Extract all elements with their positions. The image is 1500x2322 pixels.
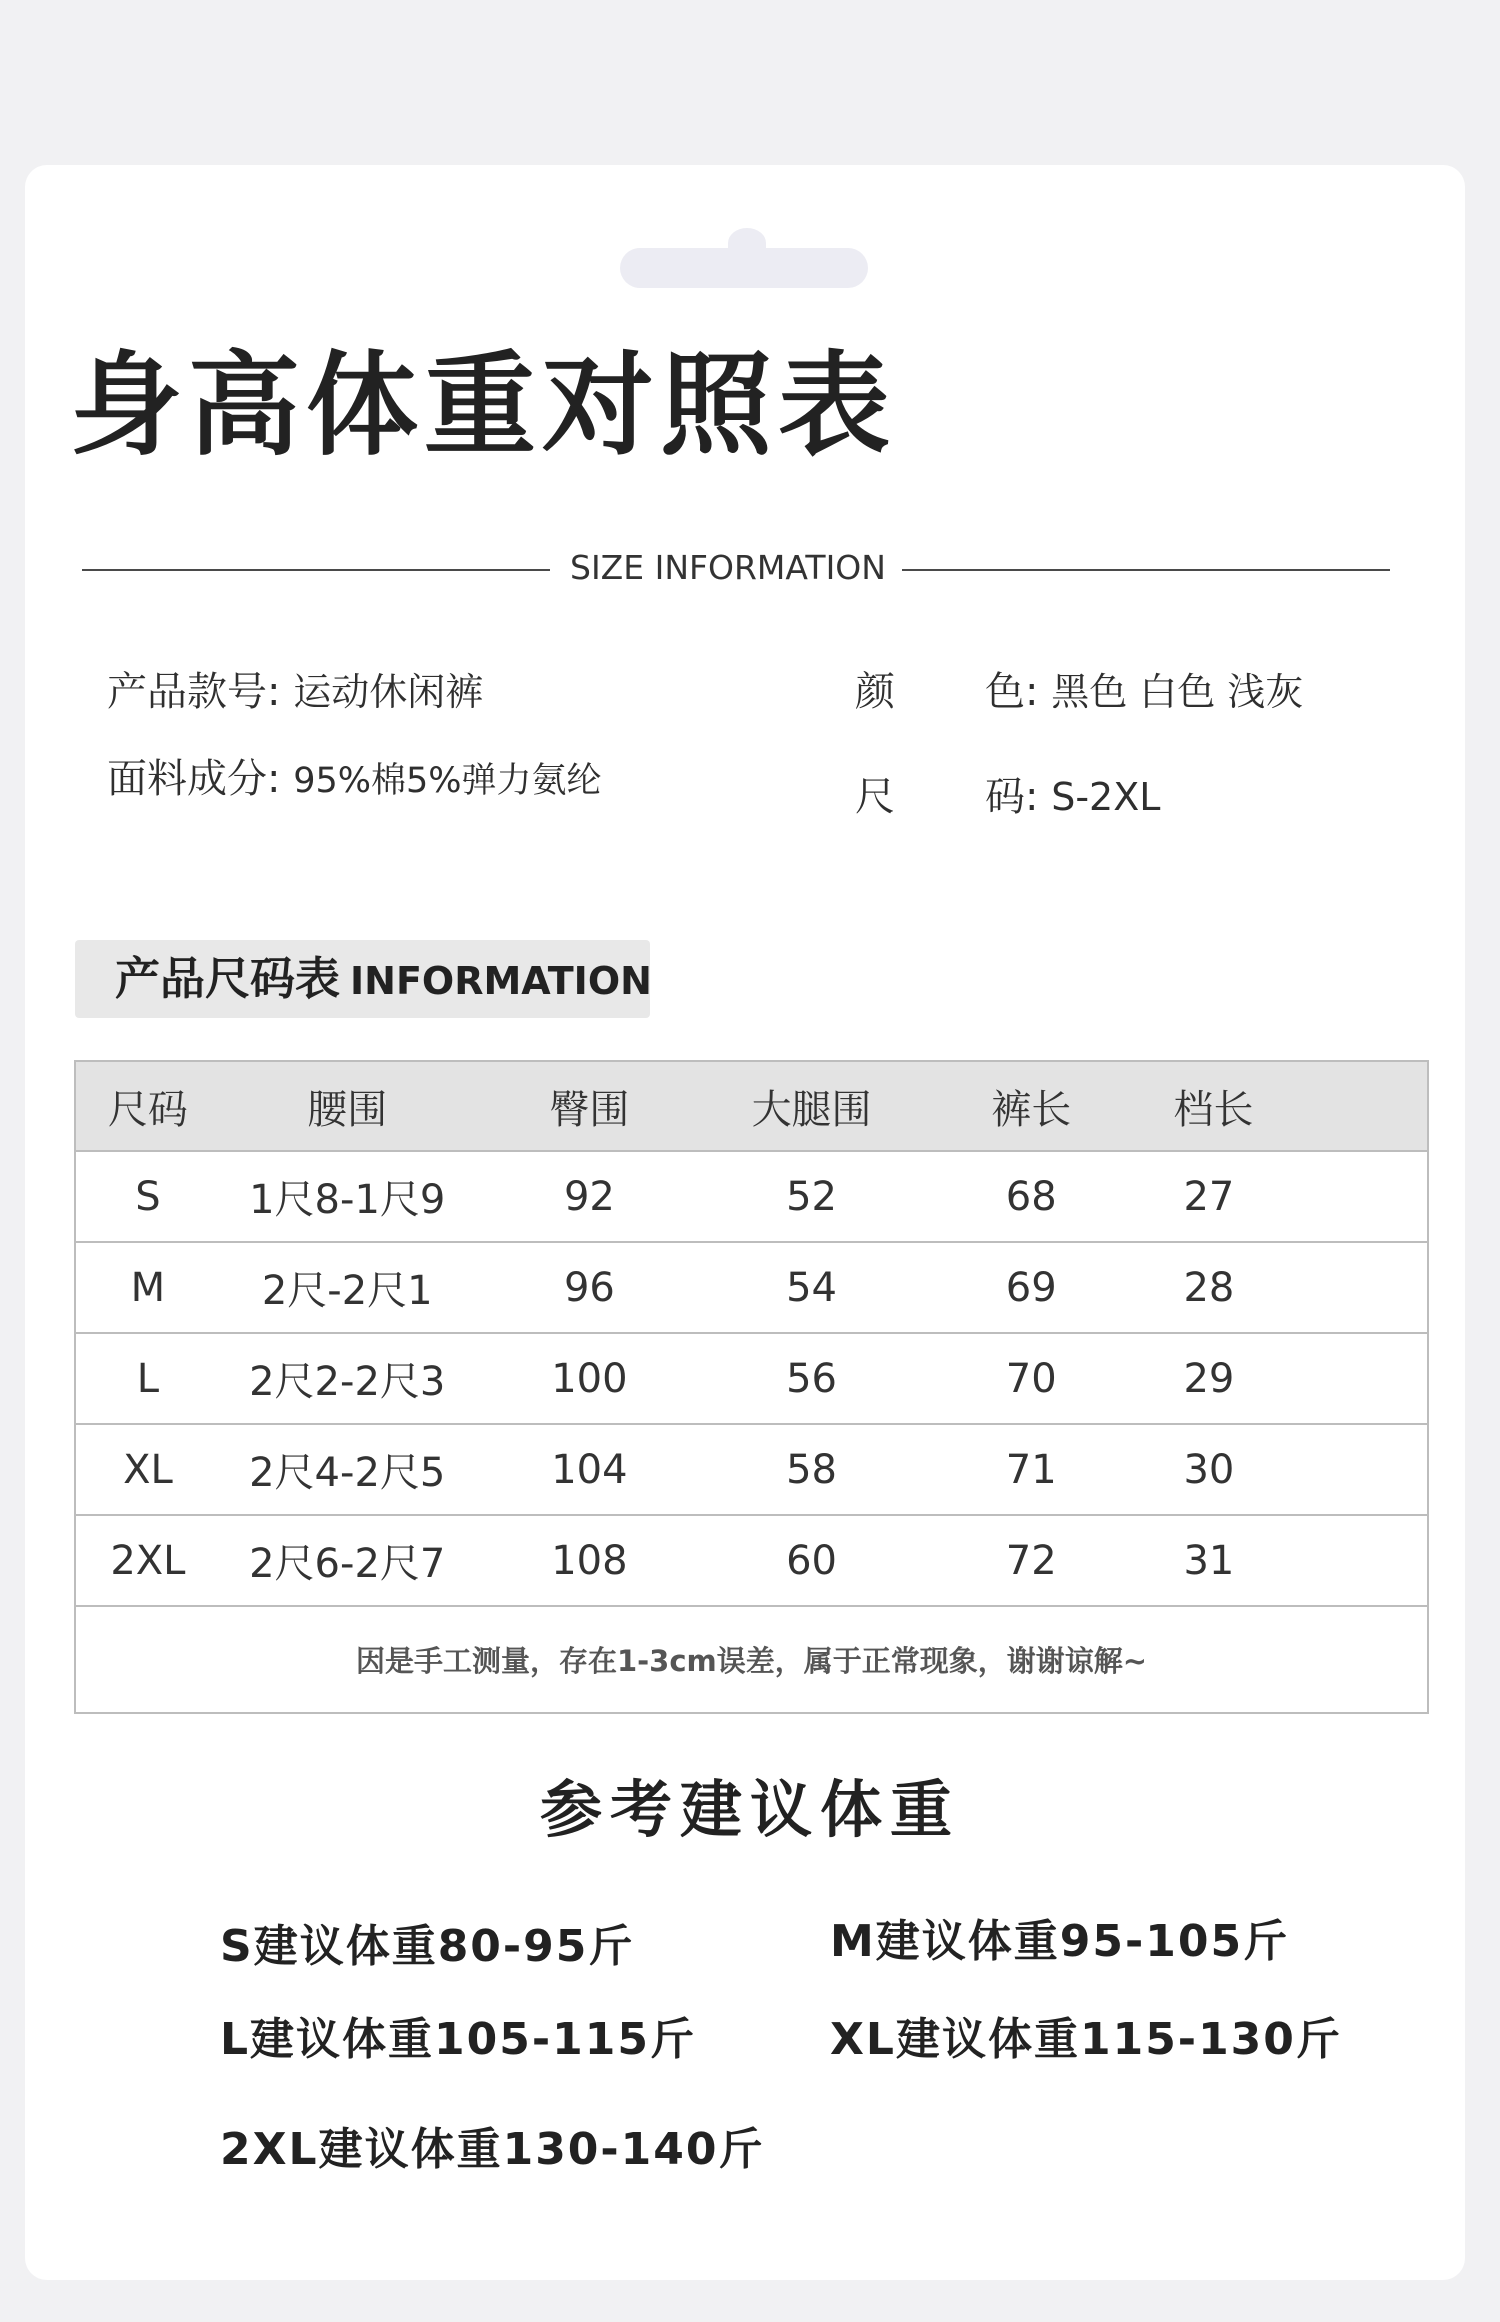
table-row xyxy=(75,1424,1428,1515)
weight-item-l: L建议体重105-115斤 xyxy=(220,2014,696,2065)
table-header-cell: 腰围 xyxy=(220,1061,475,1151)
table-cell: 2尺2-2尺3 xyxy=(220,1333,475,1424)
divider-right xyxy=(902,569,1390,571)
table-cell: 2尺-2尺1 xyxy=(220,1242,475,1333)
table-cell: 104 xyxy=(475,1424,705,1515)
table-cell: 2XL xyxy=(75,1515,220,1606)
table-cell: 30 xyxy=(1143,1424,1428,1515)
size-chart-label xyxy=(75,940,650,1018)
weights-title: 参考建议体重 xyxy=(539,1773,960,1846)
table-cell: 56 xyxy=(704,1333,919,1424)
table-row xyxy=(75,1151,1428,1242)
size-label-2: 码: xyxy=(985,774,1039,820)
size-label-1: 尺 xyxy=(855,774,895,820)
table-cell: 27 xyxy=(1143,1151,1428,1242)
table-cell: 68 xyxy=(919,1151,1144,1242)
table-cell: 100 xyxy=(475,1333,705,1424)
table-cell: 96 xyxy=(475,1242,705,1333)
table-cell: 1尺8-1尺9 xyxy=(220,1151,475,1242)
hanger-hole-decoration xyxy=(620,248,868,288)
table-cell: S xyxy=(75,1151,220,1242)
table-cell: 2尺4-2尺5 xyxy=(220,1424,475,1515)
table-header-cell: 臀围 xyxy=(475,1061,705,1151)
table-header-cell: 尺码 xyxy=(75,1061,220,1151)
table-header-cell: 裤长 xyxy=(919,1061,1144,1151)
table-cell: 92 xyxy=(475,1151,705,1242)
size-table xyxy=(74,1060,1429,1714)
table-cell: 2尺6-2尺7 xyxy=(220,1515,475,1606)
size-chart-label-cn: 产品尺码表 xyxy=(115,952,341,1005)
weight-item-s: S建议体重80-95斤 xyxy=(220,1921,635,1972)
size-value: S-2XL xyxy=(1051,775,1161,819)
measurement-note: 因是手工测量，存在1-3cm误差，属于正常现象，谢谢谅解~ xyxy=(75,1606,1428,1713)
material-info xyxy=(107,747,602,804)
table-cell: 29 xyxy=(1143,1333,1428,1424)
size-chart-label-en: INFORMATION xyxy=(350,959,652,1003)
page-title: 身高体重对照表 xyxy=(70,341,896,471)
table-header-cell: 档长 xyxy=(1143,1061,1428,1151)
table-cell: 58 xyxy=(704,1424,919,1515)
table-cell: 60 xyxy=(704,1515,919,1606)
table-cell: 54 xyxy=(704,1242,919,1333)
table-cell: 72 xyxy=(919,1515,1144,1606)
table-row xyxy=(75,1333,1428,1424)
color-label-1: 颜 xyxy=(855,669,895,715)
style-label: 产品款号: xyxy=(107,669,281,715)
weight-item-2xl: 2XL建议体重130-140斤 xyxy=(220,2124,765,2175)
page-subtitle: SIZE INFORMATION xyxy=(570,548,886,587)
table-row xyxy=(75,1242,1428,1333)
color-info xyxy=(985,660,1303,717)
table-cell: 108 xyxy=(475,1515,705,1606)
table-cell: 31 xyxy=(1143,1515,1428,1606)
weight-item-m: M建议体重95-105斤 xyxy=(830,1916,1290,1967)
table-cell: M xyxy=(75,1242,220,1333)
style-value: 运动休闲裤 xyxy=(293,670,484,714)
table-cell: L xyxy=(75,1333,220,1424)
table-cell: XL xyxy=(75,1424,220,1515)
divider-left xyxy=(82,569,550,571)
weight-item-xl: XL建议体重115-130斤 xyxy=(830,2014,1342,2065)
table-cell: 52 xyxy=(704,1151,919,1242)
table-row xyxy=(75,1515,1428,1606)
table-cell: 28 xyxy=(1143,1242,1428,1333)
style-info xyxy=(107,660,483,717)
color-value: 黑色 白色 浅灰 xyxy=(1051,670,1304,714)
material-label: 面料成分: xyxy=(107,756,281,802)
color-label-2: 色: xyxy=(985,669,1039,715)
table-note-row xyxy=(75,1606,1428,1713)
table-cell: 69 xyxy=(919,1242,1144,1333)
table-header-row xyxy=(75,1061,1428,1151)
material-value: 95%棉5%弹力氨纶 xyxy=(293,761,602,801)
table-cell: 71 xyxy=(919,1424,1144,1515)
table-cell: 70 xyxy=(919,1333,1144,1424)
table-header-cell: 大腿围 xyxy=(704,1061,919,1151)
size-info xyxy=(985,765,1160,822)
